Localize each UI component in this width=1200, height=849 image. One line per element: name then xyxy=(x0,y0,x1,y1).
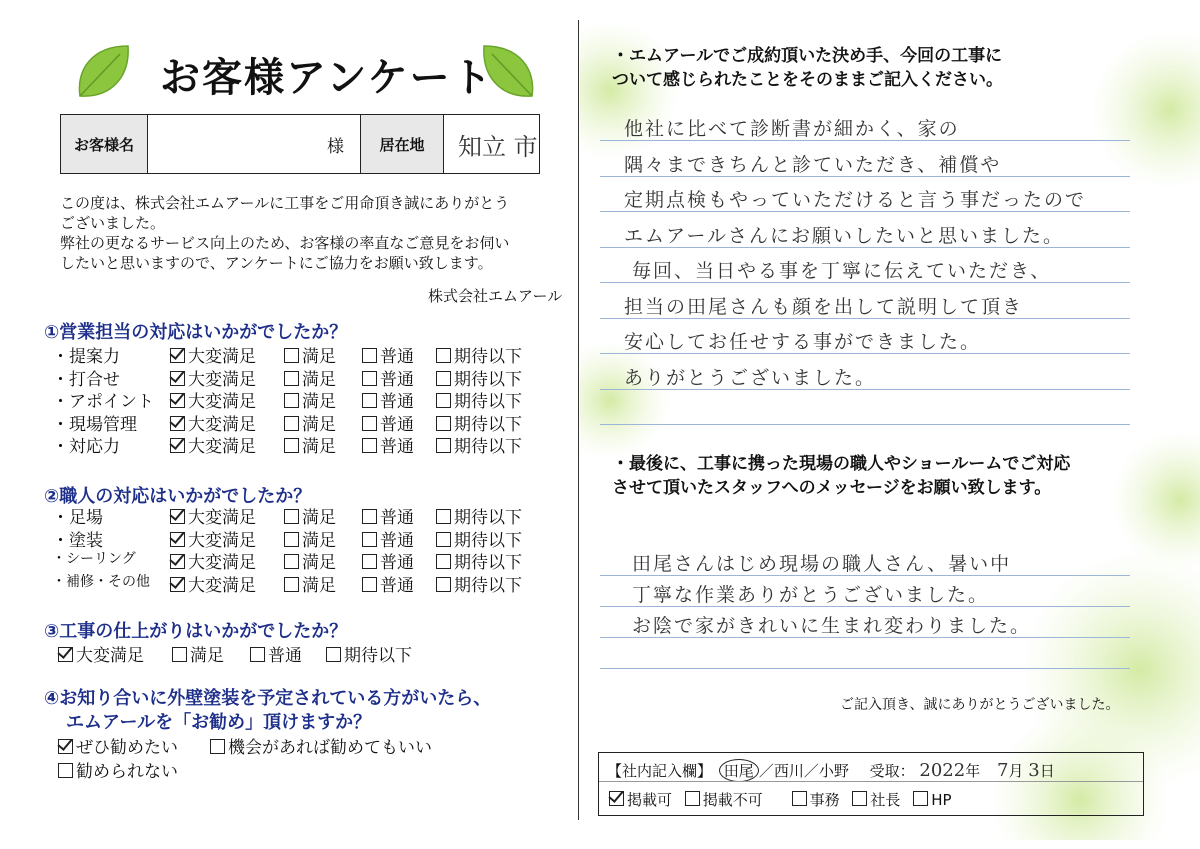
rating-option[interactable]: 期待以下 xyxy=(436,432,522,457)
handwritten-answer-line: エムアールさんにお願いしたいと思いました。 xyxy=(624,224,1065,247)
handwritten-answer-line: 丁寧な作業ありがとうございました。 xyxy=(632,584,990,606)
ruled-line xyxy=(600,424,1130,425)
checkbox[interactable] xyxy=(326,647,341,662)
checkbox-checked[interactable] xyxy=(170,348,185,363)
ruled-line xyxy=(600,668,1130,669)
rating-option[interactable]: 普通 xyxy=(362,365,414,390)
handwritten-answer-line: 定期点検もやっていただけると言う事だったので xyxy=(624,189,1087,211)
check-publish-ok[interactable]: 掲載可 xyxy=(609,791,672,809)
rating-option[interactable]: 満足 xyxy=(284,365,336,390)
checkbox[interactable] xyxy=(685,791,700,806)
rating-option[interactable]: 期待以下 xyxy=(436,503,522,528)
checkbox[interactable] xyxy=(792,791,807,806)
office-row-2 xyxy=(609,789,952,810)
checkbox[interactable] xyxy=(172,647,187,662)
rating-option[interactable]: 期待以下 xyxy=(436,410,522,435)
q4-option-3[interactable]: 勧められない xyxy=(58,757,178,782)
rating-option[interactable]: 満足 xyxy=(284,432,336,457)
rating-option[interactable]: 普通 xyxy=(362,342,414,367)
checkbox[interactable] xyxy=(362,371,377,386)
rating-option[interactable]: 満足 xyxy=(284,548,336,573)
office-row-1 xyxy=(607,759,1055,782)
rating-option[interactable]: 期待以下 xyxy=(436,571,522,596)
rating-option[interactable]: 期待以下 xyxy=(436,365,522,390)
leaf-background-decoration xyxy=(580,20,1200,840)
office-label: 【社内記入欄】 xyxy=(607,762,713,780)
intro-line: したいと思いますので、アンケートにご協力をお願い致します。 xyxy=(60,254,493,272)
rating-option[interactable]: 普通 xyxy=(362,387,414,412)
checkbox-checked[interactable] xyxy=(609,791,624,806)
leaf-icon-left xyxy=(72,40,136,104)
date-day: 3 xyxy=(1028,760,1040,781)
office-use-box xyxy=(598,752,1144,816)
checkbox-checked[interactable] xyxy=(58,647,73,662)
checkbox-checked[interactable] xyxy=(170,438,185,453)
rating-option[interactable]: 大変満足 xyxy=(170,503,256,528)
rating-row-label: ・提案力 xyxy=(52,347,120,367)
address-label: 居在地 xyxy=(360,115,443,173)
rating-row-label: ・対応力 xyxy=(52,437,120,457)
center-divider xyxy=(578,20,579,820)
q3-option-2[interactable]: 満足 xyxy=(172,641,224,666)
rating-option[interactable]: 満足 xyxy=(284,526,336,551)
checkbox[interactable] xyxy=(284,438,299,453)
question-3-title: ③工事の仕上がりはいかがでしたか？ xyxy=(44,621,348,642)
date-month: 7 xyxy=(997,760,1009,781)
month-unit: 月 xyxy=(1008,762,1024,780)
checkbox[interactable] xyxy=(436,393,451,408)
checkbox-checked[interactable] xyxy=(170,554,185,569)
handwritten-answer-line: 安心してお任せする事ができました。 xyxy=(624,331,982,353)
checkbox[interactable] xyxy=(362,532,377,547)
office-divider xyxy=(599,781,1143,782)
checkbox[interactable] xyxy=(58,763,73,778)
checkbox[interactable] xyxy=(284,509,299,524)
rating-option[interactable]: 満足 xyxy=(284,571,336,596)
rating-option[interactable]: 大変満足 xyxy=(170,526,256,551)
rating-option[interactable]: 大変満足 xyxy=(170,410,256,435)
received-label: 受取： xyxy=(869,762,915,780)
right-question-1 xyxy=(612,44,1003,92)
rating-option[interactable]: 大変満足 xyxy=(170,548,256,573)
checkbox[interactable] xyxy=(284,532,299,547)
intro-line: 弊社の更なるサービス向上のため、お客様の率直なご意見をお伺い xyxy=(60,234,510,252)
checkbox[interactable] xyxy=(362,393,377,408)
handwritten-answer-line: 田尾さんはじめ現場の職人さん、暑い中 xyxy=(632,553,1012,575)
checkbox[interactable] xyxy=(284,577,299,592)
day-unit: 日 xyxy=(1039,762,1055,780)
checkbox[interactable] xyxy=(436,577,451,592)
rating-option[interactable]: 普通 xyxy=(362,548,414,573)
q3-option-3[interactable]: 普通 xyxy=(250,641,302,666)
handwritten-answer-line: 毎回、当日やる事を丁寧に伝えていただき、 xyxy=(632,260,1052,282)
checkbox[interactable] xyxy=(436,554,451,569)
customer-name-field[interactable] xyxy=(147,115,360,173)
intro-line: ございました。 xyxy=(60,214,166,232)
question-2-title: ②職人の対応はいかがでしたか？ xyxy=(44,486,312,507)
q4-option-1[interactable]: ぜひ勧めたい xyxy=(58,733,178,758)
checkbox-checked[interactable] xyxy=(170,532,185,547)
rating-option[interactable]: 普通 xyxy=(362,410,414,435)
checkbox[interactable] xyxy=(362,577,377,592)
customer-name-suffix: 様 xyxy=(327,136,344,157)
checkbox[interactable] xyxy=(436,416,451,431)
handwritten-answer-line: お陰で家がきれいに生まれ変わりました。 xyxy=(632,615,1032,637)
rating-option[interactable]: 満足 xyxy=(284,410,336,435)
handwritten-answer-line: 他社に比べて診断書が細かく、家の xyxy=(624,118,960,140)
rating-row-label: ・シーリング xyxy=(52,551,136,567)
right-question-2-line1: ・最後に、工事に携った現場の職人やショールームでご対応 xyxy=(612,454,1071,474)
rating-option[interactable]: 大変満足 xyxy=(170,342,256,367)
q3-option-4[interactable]: 期待以下 xyxy=(326,641,412,666)
right-question-2 xyxy=(612,452,1070,500)
right-question-1-line1: ・エムアールでご成約頂いた決め手、今回の工事に xyxy=(612,46,1003,66)
checkbox[interactable] xyxy=(362,554,377,569)
checkbox[interactable] xyxy=(852,791,867,806)
rating-option[interactable]: 普通 xyxy=(362,503,414,528)
rating-row-label: ・打合せ xyxy=(52,369,120,390)
check-office[interactable]: 事務 xyxy=(792,791,840,809)
check-publish-ng[interactable]: 掲載不可 xyxy=(685,791,763,809)
rating-option[interactable]: 大変満足 xyxy=(170,432,256,457)
checkbox[interactable] xyxy=(436,532,451,547)
rating-row-label: ・現場管理 xyxy=(52,414,137,435)
rating-row-label: ・足場 xyxy=(52,508,103,528)
rating-option[interactable]: 大変満足 xyxy=(170,387,256,412)
page-title: お客様アンケート xyxy=(160,55,494,101)
right-question-2-line2: させて頂いたスタッフへのメッセージをお願い致します。 xyxy=(612,478,1052,498)
rating-option[interactable]: 普通 xyxy=(362,571,414,596)
checkbox-checked[interactable] xyxy=(58,739,73,754)
checkbox[interactable] xyxy=(284,371,299,386)
address-value: 知立 市 xyxy=(458,132,538,161)
checkbox[interactable] xyxy=(210,739,225,754)
checkbox[interactable] xyxy=(436,348,451,363)
rating-option[interactable]: 普通 xyxy=(362,526,414,551)
check-hp[interactable]: HP xyxy=(913,791,951,809)
company-name: 株式会社エムアール xyxy=(428,287,563,305)
rating-option[interactable]: 大変満足 xyxy=(170,571,256,596)
rating-row-label: ・塗装 xyxy=(52,530,103,551)
rating-option[interactable]: 満足 xyxy=(284,342,336,367)
checkbox[interactable] xyxy=(284,554,299,569)
handwritten-answer-line: ありがとうございました。 xyxy=(624,366,877,389)
staff-others: ／西川／小野 xyxy=(758,762,849,780)
q3-option-1[interactable]: 大変満足 xyxy=(58,641,144,666)
rating-option[interactable]: 期待以下 xyxy=(436,387,522,412)
rating-row-label: ・補修・その他 xyxy=(52,573,150,590)
customer-name-label: お客様名 xyxy=(61,115,147,173)
right-question-1-line2: ついて感じられたことをそのままご記入ください。 xyxy=(612,70,1003,90)
intro-text xyxy=(60,193,560,273)
checkbox[interactable] xyxy=(913,791,928,806)
checkbox[interactable] xyxy=(436,438,451,453)
rating-option[interactable]: 満足 xyxy=(284,503,336,528)
question-1-title: ①営業担当の対応はいかがでしたか？ xyxy=(44,322,348,343)
rating-option[interactable]: 大変満足 xyxy=(170,365,256,390)
thanks-note: ご記入頂き、誠にありがとうございました。 xyxy=(840,697,1120,713)
rating-option[interactable]: 期待以下 xyxy=(436,342,522,367)
date-year: 2022 xyxy=(919,760,966,781)
checkbox-checked[interactable] xyxy=(170,393,185,408)
intro-line: この度は、株式会社エムアールに工事をご用命頂き誠にありがとう xyxy=(60,194,510,212)
checkbox-checked[interactable] xyxy=(170,577,185,592)
checkbox[interactable] xyxy=(284,393,299,408)
checkbox-checked[interactable] xyxy=(170,371,185,386)
year-unit: 年 xyxy=(965,762,981,780)
address-field[interactable] xyxy=(443,115,539,173)
checkbox[interactable] xyxy=(362,509,377,524)
check-president[interactable]: 社長 xyxy=(852,791,900,809)
checkbox[interactable] xyxy=(362,416,377,431)
question-4-title-line2: エムアールを「お勧め」頂けますか？ xyxy=(66,712,372,733)
handwritten-answer-line: 担当の田尾さんも顔を出して説明して頂き xyxy=(624,295,1024,318)
customer-info-table xyxy=(60,114,540,174)
q4-option-2[interactable]: 機会があれば勧めてもいい xyxy=(210,733,432,758)
checkbox[interactable] xyxy=(362,348,377,363)
checkbox[interactable] xyxy=(436,509,451,524)
checkbox[interactable] xyxy=(362,438,377,453)
rating-option[interactable]: 満足 xyxy=(284,387,336,412)
staff-selected[interactable]: 田尾 xyxy=(719,759,759,782)
rating-option[interactable]: 期待以下 xyxy=(436,548,522,573)
checkbox-checked[interactable] xyxy=(170,509,185,524)
checkbox[interactable] xyxy=(250,647,265,662)
rating-row-label: ・アポイント xyxy=(52,392,154,412)
rating-option[interactable]: 期待以下 xyxy=(436,526,522,551)
rating-option[interactable]: 普通 xyxy=(362,432,414,457)
checkbox[interactable] xyxy=(436,371,451,386)
checkbox[interactable] xyxy=(284,416,299,431)
question-4-title-line1: ④お知り合いに外壁塗装を予定されている方がいたら、 xyxy=(44,688,492,709)
checkbox-checked[interactable] xyxy=(170,416,185,431)
handwritten-answer-line: 隅々まできちんと診ていただき、補償や xyxy=(624,153,1002,176)
checkbox[interactable] xyxy=(284,348,299,363)
